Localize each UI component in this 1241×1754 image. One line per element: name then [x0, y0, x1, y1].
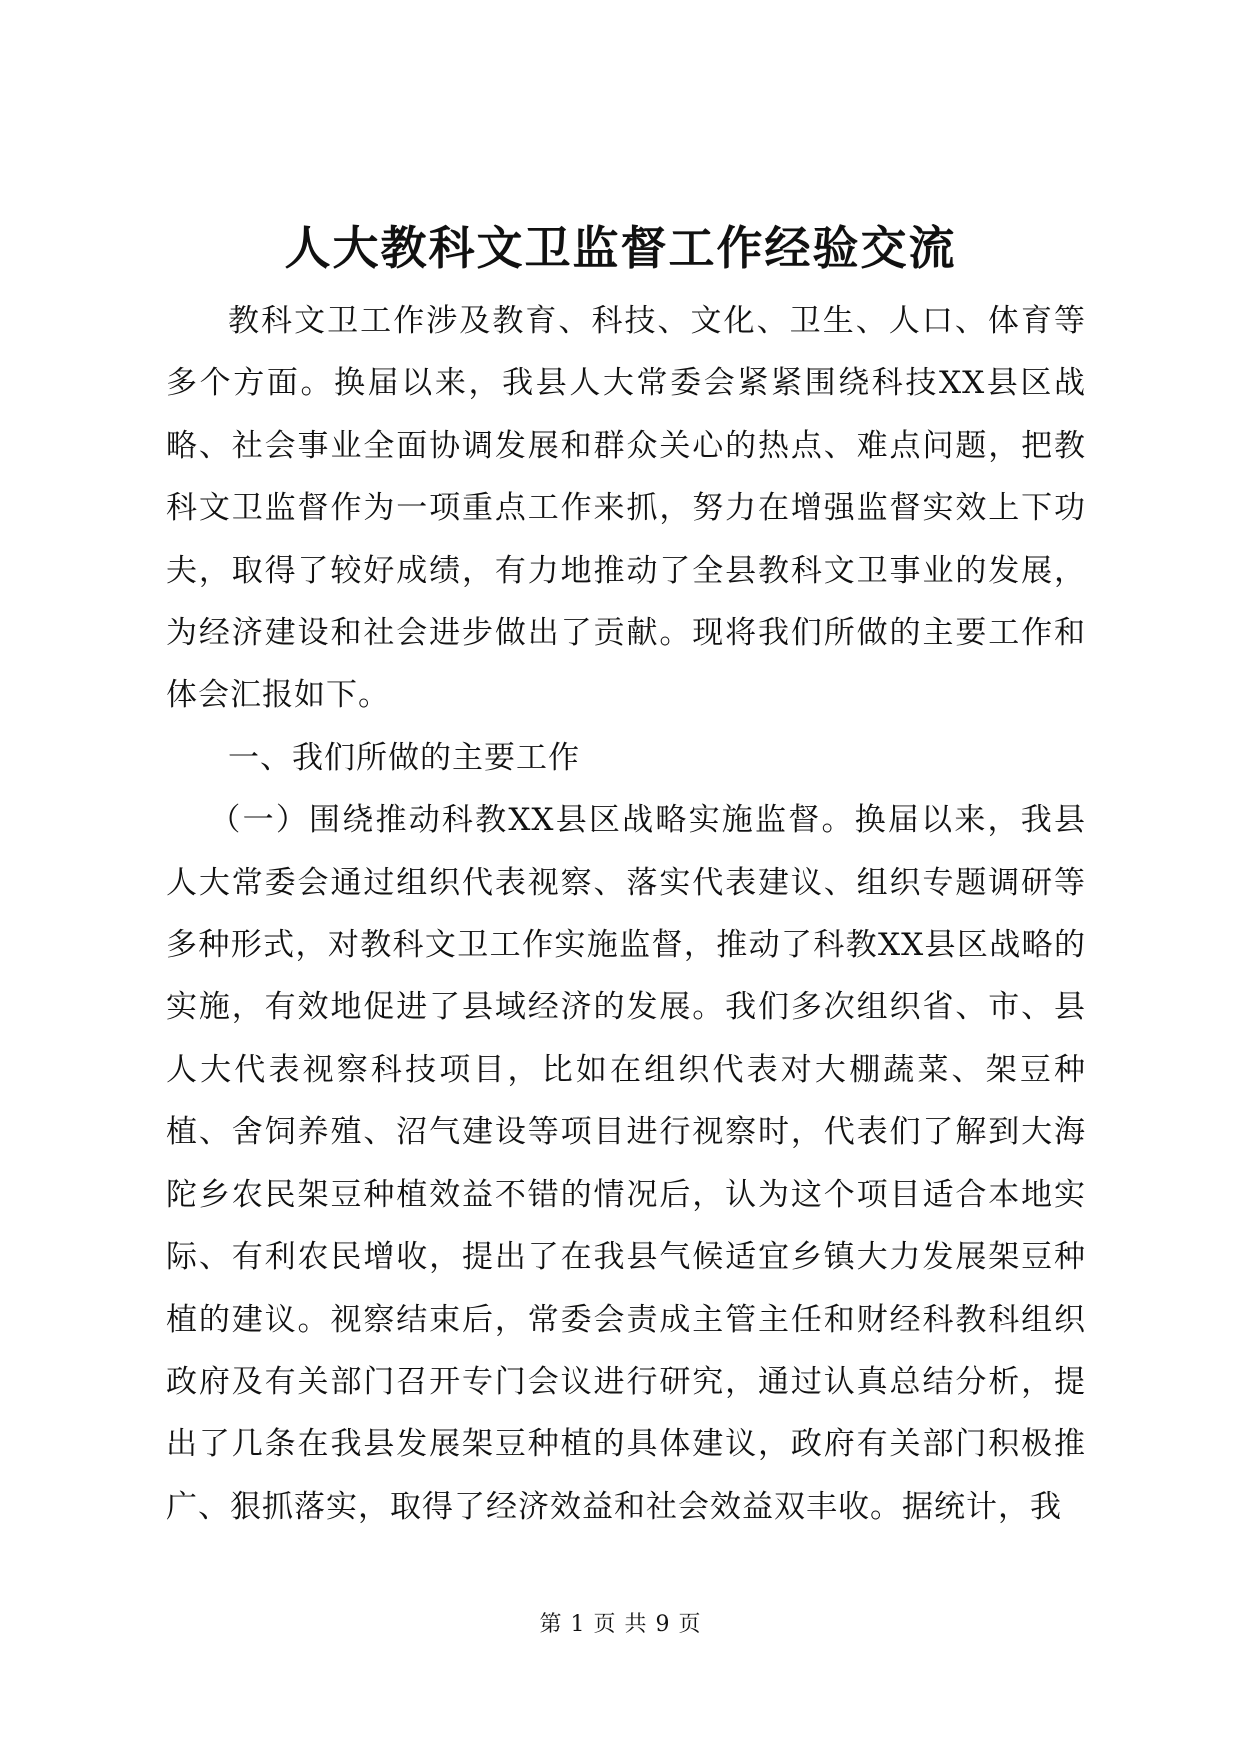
section-heading: 一、我们所做的主要工作	[228, 739, 580, 776]
page-footer: 第 1 页 共 9 页	[539, 1612, 702, 1637]
document-title: 人大教科文卫监督工作经验交流	[284, 221, 957, 275]
intro-paragraph: 教科文卫工作涉及教育、科技、文化、卫生、人口、体育等多个方面。换届以来，我县人大常委会紧紧围绕科技XX县区战略、社会事业全面协调发展和群众关心的热点、难点问题，把教科文卫监督作为一项重点工作来抓，努力在增强监督实效上下功夫，取得了较好成绩，有力地推动了全县教科文卫事业的发展，为经济建设和社会进步做出了贡献。现将我们所做的主要工作和体会汇报如下。	[166, 303, 1086, 714]
subsection-paragraph: （一）围绕推动科教XX县区战略实施监督。换届以来，我县人大常委会通过组织代表视察、落实代表建议、组织专题调研等多种形式，对教科文卫工作实施监督，推动了科教XX县区战略的实施，有效地促进了县域经济的发展。我们多次组织省、市、县人大代表视察科技项目，比如在组织代表对大棚蔬菜、架豆种植、舍饲养殖、沼气建设等项目进行视察时，代表们了解到大海陀乡农民架豆种植效益不错的情况后，认为这个项目适合本地实际、有利农民增收，提出了在我县气候适宜乡镇大力发展架豆种植的建议。视察结束后，常委会责成主管主任和财经科教科组织政府及有关部门召开专门会议进行研究，通过认真总结分析，提出了几条在我县发展架豆种植的具体建议，政府有关部门积极推广、狠抓落实，取得了经济效益和社会效益双丰收。据统计，我	[166, 802, 1086, 1525]
document-body	[166, 290, 1086, 1538]
